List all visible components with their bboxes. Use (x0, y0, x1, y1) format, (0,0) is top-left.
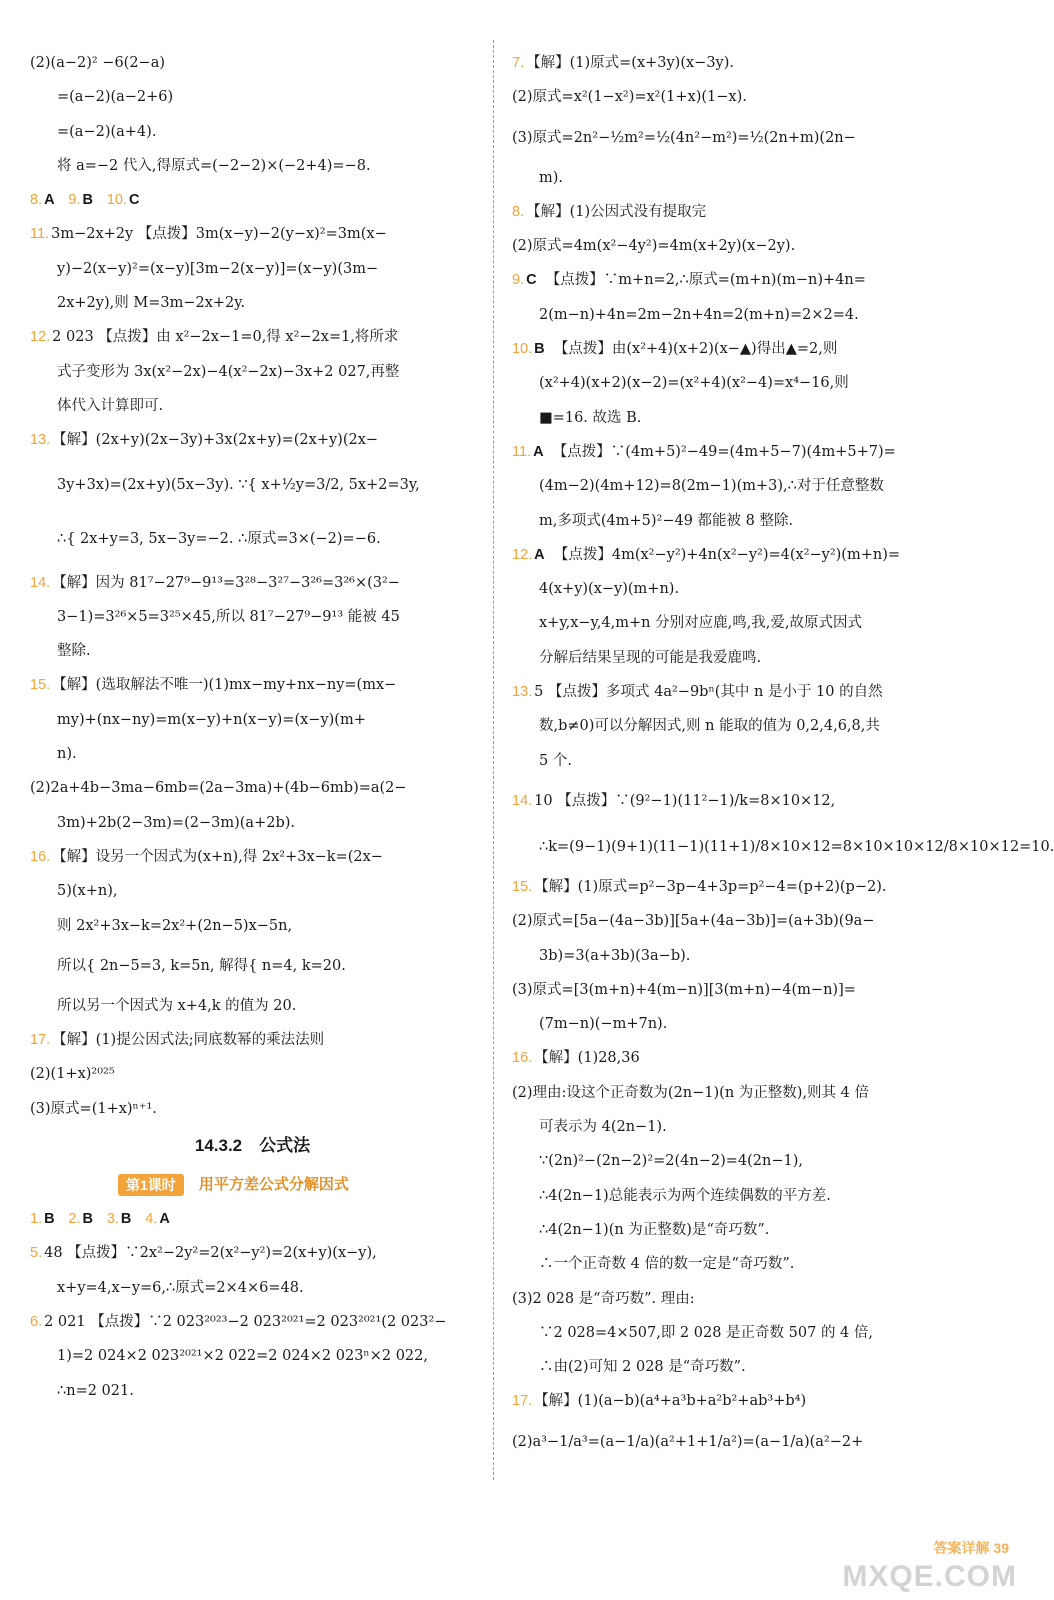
text-line: m,多项式(4m+5)²−49 都能被 8 整除. (539, 512, 794, 529)
text-line: (x²+4)(x+2)(x−2)=(x²+4)(x²−4)=x⁴−16,则 (539, 375, 849, 392)
question-15: 15. 【解】(选取解法不唯一)(1)mx−my+nx−ny=(mx− (30, 677, 397, 694)
question-15: 15. 【解】(1)原式=p²−3p−4+3p=p²−4=(p+2)(p−2). (512, 878, 887, 895)
question-17: 17. 【解】(1)提公因式法;同底数幂的乘法法则 (30, 1032, 325, 1049)
text-line: (2)原式=[5a−(4a−3b)][5a+(4a−3b)]=(a+3b)(9a− (512, 913, 875, 930)
text-line: =(a−2)(a+4). (57, 123, 157, 140)
text-line: 4(x+y)(x−y)(m+n). (539, 581, 680, 598)
text-line: (7m−n)(−m+7n). (539, 1016, 668, 1033)
question-13: 13. 【解】(2x+y)(2x−3y)+3x(2x+y)=(2x+y)(2x− (30, 432, 379, 449)
text-line: (2)原式=x²(1−x²)=x²(1+x)(1−x). (512, 89, 747, 106)
text-line: 式子变形为 3x(x²−2x)−4(x²−2x)−3x+2 027,再整 (57, 363, 400, 380)
text-line: ∴k=(9−1)(9+1)(11−1)(11+1)/8×10×12=8×10×10×12/8×10×12=10. (539, 838, 1054, 855)
text-line: 3−1)=3²⁶×5=3²⁵×45,所以 81⁷−27⁹−9¹³ 能被 45 (57, 608, 400, 625)
question-12: 12. A 【点拨】4m(x²−y²)+4n(x²−y²)=4(x²−y²)(m+n)= (512, 546, 901, 563)
text-line: ∵2 028=4×507,即 2 028 是正奇数 507 的 4 倍, (539, 1324, 873, 1341)
text-line: 数,b≠0)可以分解因式,则 n 能取的值为 0,2,4,6,8,共 (539, 718, 880, 735)
question-10: 10. B 【点拨】由(x²+4)(x+2)(x−▲)得出▲=2,则 (512, 341, 838, 358)
column-divider (493, 40, 494, 1480)
text-line: (2)2a+4b−3ma−6mb=(2a−3ma)+(4b−6mb)=a(2− (30, 780, 407, 797)
question-5: 5. 48 【点拨】∵2x²−2y²=2(x²−y²)=2(x+y)(x−y), (30, 1245, 377, 1262)
text-line: y)−2(x−y)²=(x−y)[3m−2(x−y)]=(x−y)(3m− (57, 260, 379, 277)
question-16: 16. 【解】(1)28,36 (512, 1050, 640, 1067)
watermark-logo: MXQE.COM (842, 1560, 1017, 1593)
text-line: n). (57, 746, 77, 763)
text-line: 3b)=3(a+3b)(3a−b). (539, 947, 691, 964)
text-line: x+y=4,x−y=6,∴原式=2×4×6=48. (57, 1279, 304, 1296)
left-column (30, 46, 475, 1408)
text-line: 分解后结果呈现的可能是我爱鹿鸣. (539, 649, 762, 666)
text-line: 2(m−n)+4n=2m−2n+4n=2(m+n)=2×2=4. (539, 306, 859, 323)
question-11: 11. 3m−2x+2y 【点拨】3m(x−y)−2(y−x)²=3m(x− (30, 226, 387, 243)
text-line: ∴4(2n−1)(n 为正整数)是“奇巧数”. (539, 1221, 770, 1238)
text-line: ∴4(2n−1)总能表示为两个连续偶数的平方差. (539, 1187, 831, 1204)
text-line: 3m)+2b(2−3m)=(2−3m)(a+2b). (57, 814, 295, 831)
text-line: (4m−2)(4m+12)=8(2m−1)(m+3),∴对于任意整数 (539, 478, 884, 495)
question-16: 16. 【解】设另一个因式为(x+n),得 2x²+3x−k=(2x− (30, 848, 383, 865)
question-6: 6. 2 021 【点拨】∵2 023²⁰²³−2 023²⁰²¹=2 023²⁰²¹(2 023²− (30, 1313, 447, 1330)
text-line: 将 a=−2 代入,得原式=(−2−2)×(−2+4)=−8. (57, 157, 371, 174)
text-line: (3)原式=[3(m+n)+4(m−n)][3(m+n)−4(m−n)]= (512, 981, 856, 998)
text-line: ∴n=2 021. (57, 1382, 134, 1399)
text-line: 所以{ 2n−5=3, k=5n, 解得{ n=4, k=20. (57, 957, 346, 974)
text-line: 则 2x²+3x−k=2x²+(2n−5)x−5n, (57, 917, 293, 934)
text-line: (2)理由:设这个正奇数为(2n−1)(n 为正整数),则其 4 倍 (512, 1084, 869, 1101)
text-line: (2)(a−2)² −6(2−a) (30, 55, 166, 71)
section-title: 14.3.2 公式法 (194, 1136, 311, 1156)
text-line: 整除. (57, 643, 91, 660)
text-line: (3)原式=(1+x)ⁿ⁺¹. (30, 1100, 157, 1117)
text-line: my)+(nx−ny)=m(x−y)+n(x−y)=(x−y)(m+ (57, 711, 366, 728)
lesson-title: 用平方差公式分解因式 (198, 1175, 349, 1193)
text-line: =(a−2)(a−2+6) (57, 89, 174, 106)
question-14: 14. 【解】因为 81⁷−27⁹−9¹³=3²⁸−3²⁷−3²⁶=3²⁶×(3²− (30, 574, 400, 591)
text-line: (2)a³−1/a³=(a−1/a)(a²+1+1/a²)=(a−1/a)(a²−2+ (512, 1433, 864, 1450)
text-line: (3)原式=2n²−½m²=½(4n²−m²)=½(2n+m)(2n− (512, 129, 856, 146)
right-column (512, 46, 1054, 1465)
text-line: ∴由(2)可知 2 028 是“奇巧数”. (539, 1359, 746, 1376)
text-line: x+y,x−y,4,m+n 分别对应鹿,鸣,我,爱,故原式因式 (539, 615, 863, 632)
question-14: 14. 10 【点拨】∵(9²−1)(11²−1)/k=8×10×12, (512, 792, 836, 809)
question-13: 13. 5 【点拨】多项式 4a²−9bⁿ(其中 n 是小于 10 的自然 (512, 684, 883, 701)
lesson-badge: 第1课时 (118, 1174, 184, 1196)
text-line: 可表示为 4(2n−1). (539, 1119, 667, 1136)
question-7: 7. 【解】(1)原式=(x+3y)(x−3y). (512, 55, 735, 71)
text-line: m). (539, 169, 564, 186)
answer-row-1-4: 1. B 2. B 3. B 4. A (30, 1211, 170, 1228)
text-line: 5)(x+n), (57, 883, 118, 900)
question-12: 12. 2 023 【点拨】由 x²−2x−1=0,得 x²−2x=1,将所求 (30, 329, 399, 346)
text-line: (2)(1+x)²⁰²⁵ (30, 1066, 115, 1083)
text-line: ∵(2n)²−(2n−2)²=2(4n−2)=4(2n−1), (539, 1153, 803, 1170)
page-footer: 答案详解 39 (933, 1540, 1009, 1556)
text-line: ∴{ 2x+y=3, 5x−3y=−2. ∴原式=3×(−2)=−6. (57, 530, 381, 547)
text-line: 所以另一个因式为 x+4,k 的值为 20. (57, 997, 297, 1014)
text-line: (2)原式=4m(x²−4y²)=4m(x+2y)(x−2y). (512, 238, 796, 255)
text-line: 2x+2y),则 M=3m−2x+2y. (57, 295, 246, 312)
text-line: 5 个. (539, 752, 572, 769)
text-line: (3)2 028 是“奇巧数”. 理由: (512, 1290, 695, 1307)
question-8: 8. 【解】(1)公因式没有提取完 (512, 203, 707, 220)
text-line: ■=16. 故选 B. (539, 409, 642, 426)
text-line: 1)=2 024×2 023²⁰²¹×2 022=2 024×2 023ⁿ×2 022, (57, 1348, 428, 1365)
answer-row-8-10: 8. A 9. B 10. C (30, 192, 140, 209)
question-11: 11. A 【点拨】∵(4m+5)²−49=(4m+5−7)(4m+5+7)= (512, 443, 896, 460)
lesson-header (30, 1166, 475, 1202)
text-line: ∴一个正奇数 4 倍的数一定是“奇巧数”. (539, 1256, 795, 1273)
question-9: 9. C 【点拨】∵m+n=2,∴原式=(m+n)(m−n)+4n= (512, 272, 866, 289)
text-line: 3y+3x)=(2x+y)(5x−3y). ∵{ x+½y=3/2, 5x+2=3y, (57, 476, 420, 493)
text-line: 体代入计算即可. (57, 397, 164, 414)
question-17: 17. 【解】(1)(a−b)(a⁴+a³b+a²b²+ab³+b⁴) (512, 1393, 807, 1410)
